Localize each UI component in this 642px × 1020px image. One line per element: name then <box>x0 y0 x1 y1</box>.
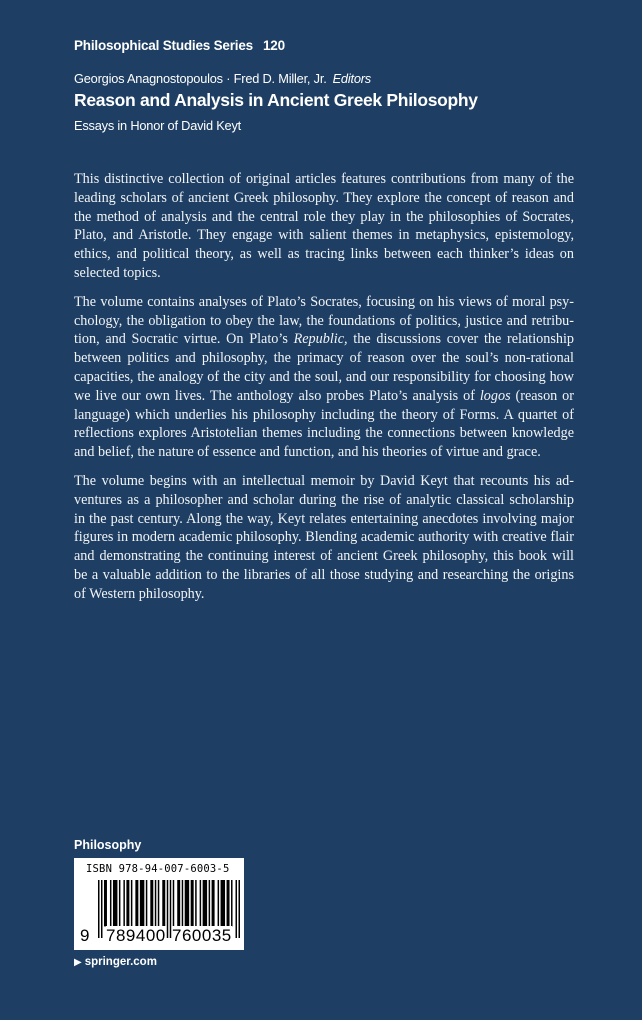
description-paragraph-3 <box>74 472 574 604</box>
text-line: ethics, and political theory, as well as tracing links between each thinker’s ideas on <box>74 246 574 263</box>
description-paragraph-1 <box>74 170 574 283</box>
italic-republic: Republic, <box>293 331 348 348</box>
text-line: leading scholars of ancient Greek philosophy. They explore the concept of reason and <box>74 189 574 206</box>
text-line: reflections explores Aristotelian themes including the connections between knowledge <box>74 425 574 442</box>
text-line: and belief, the nature of essence and function, and his theories of virtue and grace. <box>74 444 541 461</box>
text-line: The volume begins with an intellectual memoir by David Keyt that recounts his ad- <box>74 472 574 489</box>
text-line: of Western philosophy. <box>74 585 205 602</box>
series-line <box>74 38 285 53</box>
text-line: This distinctive collection of original articles features contributions from many of the <box>74 171 574 187</box>
book-title: Reason and Analysis in Ancient Greek Philosophy <box>74 90 478 110</box>
publisher-website-link[interactable] <box>74 956 157 968</box>
text-line <box>74 387 574 406</box>
series-name: Philosophical Studies Series <box>74 38 253 53</box>
text-line: figures in modern academic philosophy. Blending academic authority with creative flair <box>74 529 574 546</box>
text-segment: tion, and Socratic virtue. On Plato’s <box>74 331 294 348</box>
text-line: selected topics. <box>74 264 161 281</box>
text-line: capacities, the analogy of the city and the soul, and our responsibility for choosing how <box>74 368 574 385</box>
text-segment: the discussions cover the relationship <box>347 331 574 348</box>
editors-line <box>74 71 371 86</box>
text-line: the method of analysis and the central role they play in the philosophies of Socrates, <box>74 208 574 225</box>
subject-category: Philosophy <box>74 838 142 852</box>
book-subtitle: Essays in Honor of David Keyt <box>74 118 242 133</box>
italic-logos: logos <box>479 387 511 404</box>
description-paragraph-2 <box>74 293 574 462</box>
ean-first-digit: 9 <box>80 926 90 945</box>
series-number: 120 <box>262 38 285 53</box>
text-line: The volume contains analyses of Plato’s Socrates, focusing on his views of moral psy- <box>74 293 574 310</box>
ean-left-group: 789400 <box>106 926 166 945</box>
text-line: be a valuable addition to the libraries of all those studying and researching the origins <box>74 566 574 583</box>
text-line: and demonstrating the continuing interest of ancient Greek philosophy, this book will <box>74 548 574 565</box>
editor-names: Georgios Anagnostopoulos · Fred D. Miller, Jr. <box>74 71 327 86</box>
text-segment: we live our own lives. The anthology also probes Plato’s analysis of <box>74 387 480 404</box>
text-segment: (reason or <box>510 387 574 404</box>
text-line: in the past century. Along the way, Keyt relates entertaining anecdotes involving major <box>74 510 574 527</box>
isbn-barcode <box>74 858 244 950</box>
text-line: between politics and philosophy, the primacy of reason over the soul’s non-rational <box>74 350 574 367</box>
text-line: ventures as a philosopher and scholar during the rise of analytic classical scholarship <box>74 491 574 508</box>
ean-right-group: 760035 <box>172 926 232 945</box>
text-line: chology, the obligation to obey the law, the foundations of politics, justice and retribu- <box>74 312 574 329</box>
text-line <box>74 330 574 349</box>
description <box>74 170 574 614</box>
isbn-label: ISBN 978-94-007-6003-5 <box>86 863 230 875</box>
text-line: Plato, and Aristotle. They engage with salient themes in metaphysics, epistemology, <box>74 227 574 244</box>
editors-role: Editors <box>332 71 371 86</box>
text-line: language) which underlies his philosophy including the theory of Forms. A quartet of <box>74 406 574 423</box>
triangle-right-icon: ▶ <box>74 957 82 968</box>
website-text: springer.com <box>84 956 157 968</box>
